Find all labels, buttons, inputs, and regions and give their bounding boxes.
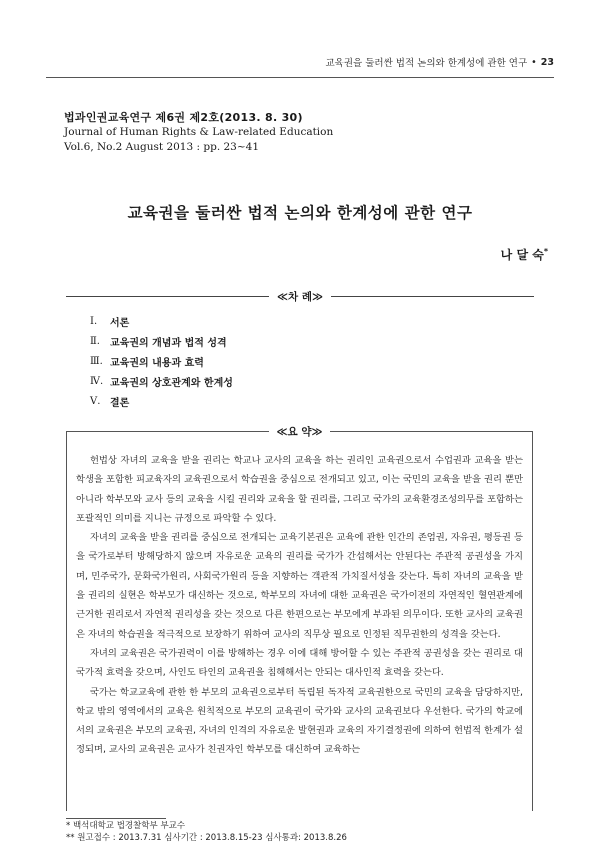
- footnote-dates: ** 원고접수 : 2013.7.31 심사기간 : 2013.8.15-23 심사통과: 2013.8.26: [66, 833, 347, 843]
- running-title: 교육권을 둘러싼 법적 논의와 한계성에 관한 연구: [325, 58, 528, 69]
- author: [501, 246, 548, 263]
- toc-item: [90, 371, 233, 391]
- toc-item: [90, 311, 233, 331]
- page-number: 23: [540, 56, 554, 68]
- toc-item-number: Ⅰ.: [90, 315, 98, 327]
- author-footnote-mark: *: [543, 247, 548, 256]
- abstract-paragraph: 자녀의 교육권은 국가권력이 이를 방해하는 경우 이에 대해 방어할 수 있는 주관적 공권성을 갖는 권리로 대국가적 효력을 갖으며, 사인도 타인의 교육권을 침해해서는 안되는 대사인적 효력을 갖는다.: [76, 647, 523, 679]
- journal-info: [64, 110, 333, 155]
- toc-item: [90, 391, 233, 411]
- abstract-body: [76, 451, 523, 760]
- toc-item-text: 교육권의 내용과 효력: [110, 357, 204, 369]
- abstract-box: [66, 426, 533, 811]
- toc-item-number: Ⅱ.: [90, 335, 100, 347]
- toc-item-text: 교육권의 개념과 법적 성격: [110, 337, 227, 349]
- toc-item-text: 서론: [110, 317, 130, 329]
- abstract-label: ≪요 약≫: [269, 424, 331, 439]
- journal-english-title: Journal of Human Rights & Law-related Education: [64, 126, 334, 138]
- toc-item-text: 결론: [110, 397, 130, 409]
- abstract-paragraph: 국가는 학교교육에 관한 한 부모의 교육권으로부터 독립된 독자적 교육권한으로 국민의 교육을 담당하지만, 학교 밖의 영역에서의 교육은 원칙적으로 부모의 교육권이 국가와 교사의 교육권보다 우선한다. 국가의 학교에서의 교육권은 부모의 교육권, 자녀의 인격의 자유로운 발현권과 교육의 자기결정권에 의하여 헌법적 한계가 설정되며, 교사의 교육권은 교사가 친권자인 학부모를 대신하여 교육하는: [76, 686, 523, 756]
- toc-header: [66, 288, 534, 304]
- author-name: 나 달 숙: [500, 248, 544, 262]
- toc-label: ≪차 례≫: [277, 290, 323, 303]
- toc-item-number: Ⅲ.: [90, 355, 103, 367]
- bullet-separator: •: [531, 56, 537, 68]
- toc-item-number: Ⅴ.: [90, 395, 101, 407]
- paper-title: 교육권을 둘러싼 법적 논의와 한계성에 관한 연구: [127, 204, 473, 222]
- footnote-affiliation: * 백석대학교 법경찰학부 부교수: [66, 821, 186, 831]
- abstract-paragraph: 헌법상 자녀의 교육을 받을 권리는 학교나 교사의 교육을 하는 권리인 교육권으로서 수업권과 교육을 받는 학생을 포함한 피교육자의 교육권으로서 학습권을 중심으로 전개되고 있고, 이는 국민의 교육을 받을 권리 뿐만 아니라 학부모와 교사 등의 교육을 시킬 권리와 교육을 할 권리를, 그리고 국가의 교육환경조성의무를 포함하는 포괄적인 의미를 지니는 규정으로 파악할 수 있다.: [76, 455, 523, 524]
- divider: [331, 296, 534, 297]
- running-header: [46, 47, 554, 78]
- toc-list: [90, 311, 233, 411]
- footnotes: [66, 820, 347, 844]
- divider: [66, 296, 269, 297]
- footnote-rule: [66, 818, 166, 819]
- toc-item: [90, 351, 233, 371]
- toc-item: [90, 331, 233, 351]
- abstract-header: [67, 424, 532, 439]
- toc-item-number: Ⅳ.: [90, 375, 104, 387]
- journal-korean: 법과인권교육연구 제6권 제2호(2013. 8. 30): [64, 111, 303, 124]
- abstract-paragraph: 자녀의 교육을 받을 권리를 중심으로 전개되는 교육기본권은 교육에 관한 인간의 존엄권, 자유권, 평등권 등을 국가로부터 방해당하지 않으며 자유로운 교육의 권리를 국가가 간섭해서는 안된다는 주관적 공권성을 가지며, 민주국가, 문화국가원리, 사회국가원리 등을 지향하는 객관적 가치질서성을 갖는다. 특히 자녀의 교육을 받을 권리의 실현은 학부모가 대신하는 것으로, 학부모의 자녀에 대한 교육권은 국가이전의 자연적인 혈연관계에 근거한 권리로서 자연적 권리성을 갖는 것으로 다른 한편으로는 부모에게 부과된 의무이다. 또한 교사의 교육권은 자녀의 학습권을 적극적으로 보장하기 위하여 교사의 직무상 필요로 인정된 직무권한의 성격을 갖는다.: [76, 532, 523, 640]
- toc-item-text: 교육권의 상호관계와 한계성: [110, 377, 233, 389]
- journal-english-issue: Vol.6, No.2 August 2013 : pp. 23~41: [64, 141, 260, 153]
